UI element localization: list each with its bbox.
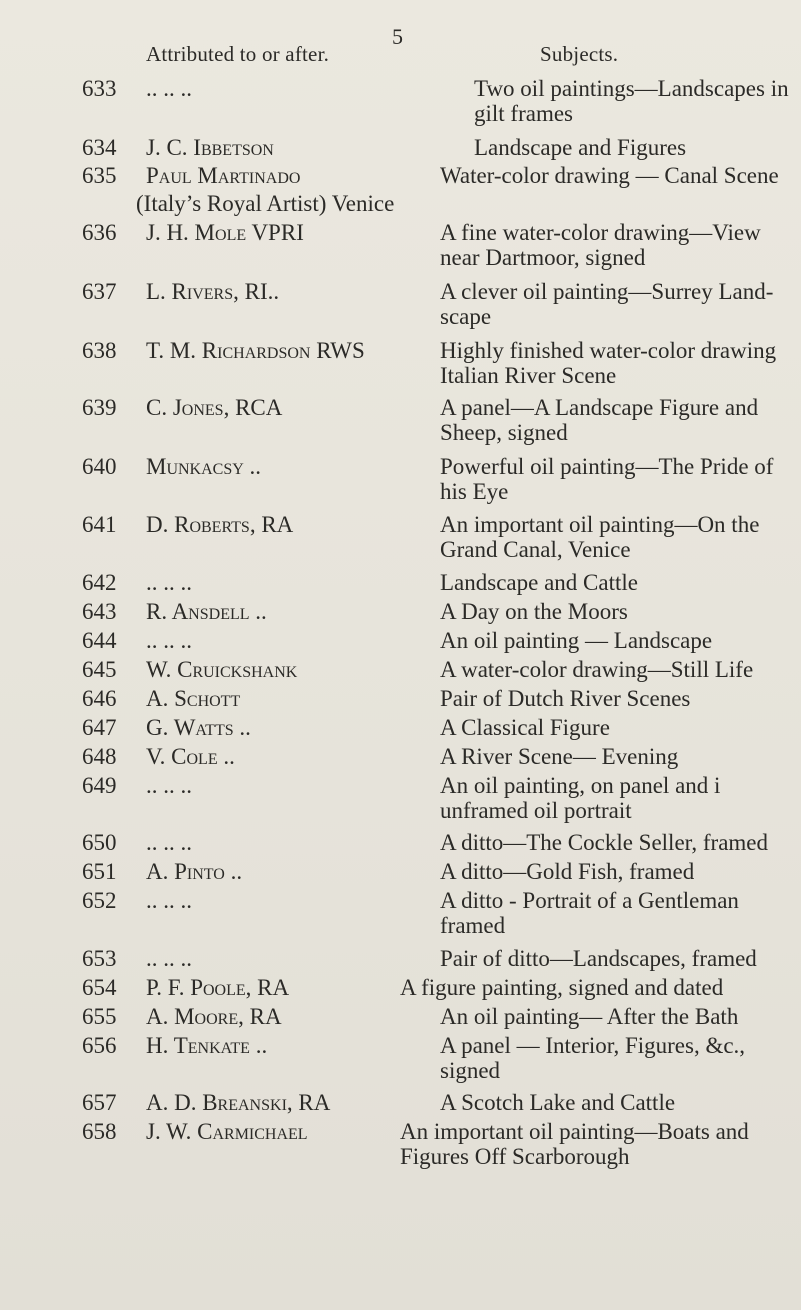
lot-subject: A Day on the Moors [440,599,628,624]
lot-subject: A clever oil painting—Surrey Land-scape [440,279,774,329]
lot-artist: L. Rivers, RI.. [146,279,280,304]
lot-number: 656 [82,1033,117,1058]
lot-subject: Landscape and Cattle [440,570,638,595]
lot-artist: H. Tenkate .. [146,1033,268,1058]
lot-artist: D. Roberts, RA [146,512,294,537]
lot-number: 653 [82,946,117,971]
lot-subject: A figure painting, signed and dated [400,975,724,1000]
lot-artist: .. .. .. [146,628,192,653]
lot-artist: C. Jones, RCA [146,395,283,420]
lot-subject: A ditto—Gold Fish, framed [440,859,695,884]
lot-subject: An oil painting— After the Bath [440,1004,739,1029]
lot-number: 645 [82,657,117,682]
lot-number: 634 [82,135,117,160]
lot-artist: T. M. Richardson RWS [146,338,365,363]
lot-subject: Water-color drawing — Canal Scene [440,163,779,188]
lot-subject: A Scotch Lake and Cattle [440,1090,676,1115]
lot-artist: .. .. .. [146,888,192,913]
lot-number: 641 [82,512,117,537]
lot-subject: A fine water-color drawing—View near Dartmoor, signed [440,220,761,270]
lot-artist-note: (Italy’s Royal Artist) Venice [136,191,395,216]
lot-subject: An oil painting — Landscape [440,628,713,653]
lot-number: 649 [82,773,117,798]
lot-number: 647 [82,715,117,740]
lot-number: 638 [82,338,117,363]
lot-number: 633 [82,76,117,101]
lot-subject: Pair of Dutch River Scenes [440,686,691,711]
column-header-subjects: Subjects. [540,42,619,66]
lot-number: 654 [82,975,117,1000]
lot-artist: A. Moore, RA [146,1004,282,1029]
lot-artist: .. .. .. [146,76,192,101]
lot-number: 658 [82,1119,117,1144]
lot-subject: A River Scene— Evening [440,744,679,769]
lot-subject: A Classical Figure [440,715,610,740]
lot-number: 646 [82,686,117,711]
column-header-attributed: Attributed to or after. [146,42,330,66]
lot-number: 643 [82,599,117,624]
lot-artist: .. .. .. [146,570,192,595]
lot-artist: P. F. Poole, RA [146,975,290,1000]
lot-artist: A. Schott [146,686,241,711]
lot-subject: An important oil painting—On the Grand Canal, Venice [440,512,760,562]
lot-artist: G. Watts .. [146,715,251,740]
lot-artist: V. Cole .. [146,744,235,769]
lot-subject: A panel — Interior, Figures, &c., signed [440,1033,746,1083]
lot-number: 635 [82,163,117,188]
lot-artist: A. Pinto .. [146,859,243,884]
lot-subject: An oil painting, on panel and i unframed oil portrait [440,773,721,823]
lot-artist: J. W. Carmichael [146,1119,308,1144]
lot-number: 648 [82,744,117,769]
lot-subject: A water-color drawing—Still Life [440,657,754,682]
lot-subject: Highly finished water-color drawing Italian River Scene [440,338,777,388]
lot-artist: .. .. .. [146,773,192,798]
lot-artist: R. Ansdell .. [146,599,267,624]
page-number: 5 [392,24,403,49]
lot-number: 644 [82,628,117,653]
lot-number: 642 [82,570,117,595]
lot-number: 639 [82,395,117,420]
lot-subject: Two oil paintings—Landscapes in gilt frames [474,76,789,126]
lot-artist: J. C. Ibbetson [146,135,274,160]
lot-subject: A ditto—The Cockle Seller, framed [440,830,769,855]
lot-number: 655 [82,1004,117,1029]
lot-subject: A ditto - Portrait of a Gentleman framed [440,888,739,938]
lot-artist: .. .. .. [146,830,192,855]
lot-number: 651 [82,859,117,884]
lot-subject: Pair of ditto—Landscapes, framed [440,946,757,971]
lot-number: 652 [82,888,117,913]
lot-artist: A. D. Breanski, RA [146,1090,331,1115]
lot-artist: W. Cruickshank [146,657,298,682]
lot-number: 657 [82,1090,117,1115]
lot-artist: .. .. .. [146,946,192,971]
lot-subject: A panel—A Landscape Figure and Sheep, signed [440,395,759,445]
lot-number: 650 [82,830,117,855]
lot-number: 637 [82,279,117,304]
lot-subject: An important oil painting—Boats and Figures Off Scarborough [400,1119,749,1169]
lot-artist: J. H. Mole VPRI [146,220,304,245]
lot-subject: Landscape and Figures [474,135,687,160]
lot-artist: Paul Martinado [146,163,301,188]
lot-number: 640 [82,454,117,479]
lot-artist: Munkacsy .. [146,454,262,479]
lot-number: 636 [82,220,117,245]
lot-subject: Powerful oil painting—The Pride of his Eye [440,454,774,504]
